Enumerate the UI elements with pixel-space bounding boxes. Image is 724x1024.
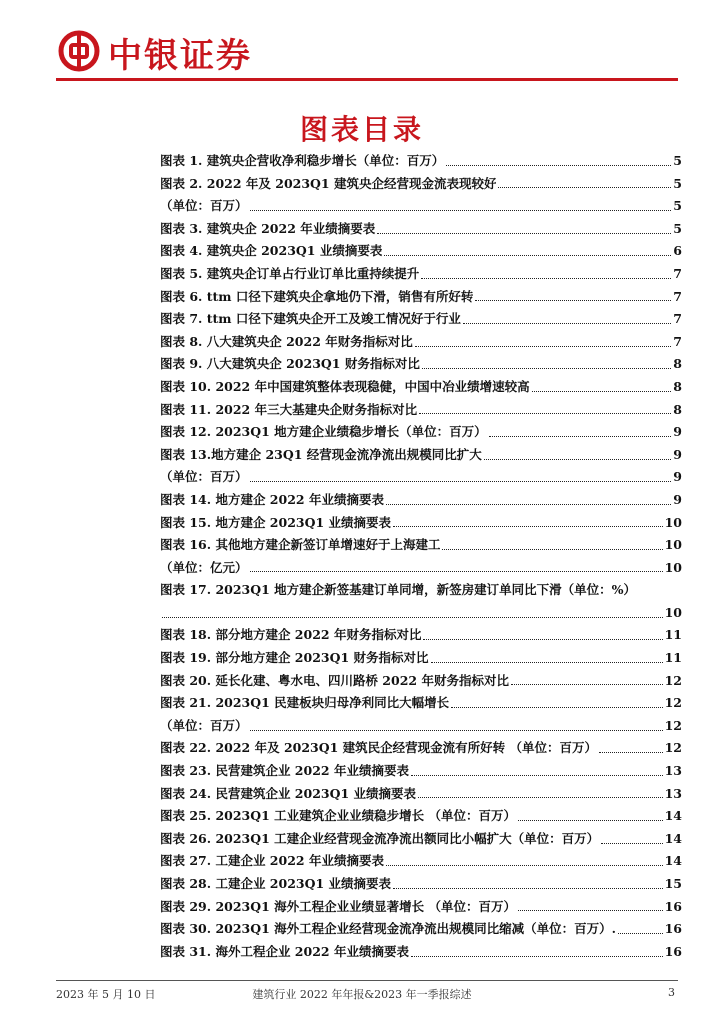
toc-entry-text: 图表 13.地方建企 23Q1 经营现金流净流出规模同比扩大	[160, 446, 482, 462]
toc-leader-dots	[423, 639, 662, 640]
toc-leader-dots	[415, 346, 672, 347]
toc-entry-text: 图表 8. 八大建筑央企 2022 年财务指标对比	[160, 333, 413, 349]
toc-entry-text: （单位：百万）	[160, 469, 248, 485]
toc-entry-text: 图表 19. 部分地方建企 2023Q1 财务指标对比	[160, 650, 429, 666]
toc-entry-text: 图表 2. 2022 年及 2023Q1 建筑央企经营现金流表现较好	[160, 175, 497, 191]
toc-entry[interactable]	[160, 783, 682, 806]
toc-leader-dots	[431, 662, 663, 663]
toc-entry-text: 图表 1. 建筑央企营收净利稳步增长（单位：百万）	[160, 153, 445, 168]
toc-entry-page: 12	[664, 672, 682, 688]
toc-entry-page: 8	[673, 356, 682, 372]
toc-entry-text: 图表 21. 2023Q1 民建板块归母净利同比大幅增长	[160, 695, 450, 711]
toc-entry-text: 图表 4. 建筑央企 2023Q1 业绩摘要表	[160, 243, 383, 259]
table-of-figures	[160, 150, 682, 963]
toc-entry-text: 图表 30. 2023Q1 海外工程企业经营现金流净流出规模同比缩减（单位：百万）.	[160, 921, 617, 937]
toc-entry-text: 图表 28. 工建企业 2023Q1 业绩摘要表	[160, 876, 392, 891]
toc-entry-page: 8	[673, 401, 682, 417]
toc-entry[interactable]	[160, 286, 682, 309]
toc-entry-text: （单位：亿元）	[160, 559, 248, 575]
toc-leader-dots	[386, 865, 663, 866]
toc-entry-text: 图表 29. 2023Q1 海外工程企业业绩显著增长 （单位：百万）	[160, 898, 517, 914]
footer-date: 2023 年 5 月 10 日	[56, 988, 156, 1001]
toc-entry[interactable]	[160, 263, 682, 286]
toc-leader-dots	[411, 956, 663, 957]
toc-entry[interactable]	[160, 353, 682, 376]
toc-entry-page: 9	[673, 424, 682, 440]
toc-leader-dots	[250, 210, 672, 211]
toc-entry-page: 15	[664, 876, 682, 891]
toc-entry-page: 10	[664, 559, 682, 575]
toc-entry[interactable]	[160, 399, 682, 422]
toc-entry[interactable]	[160, 195, 682, 218]
toc-entry[interactable]	[160, 737, 682, 760]
toc-leader-dots	[418, 797, 663, 798]
toc-entry[interactable]	[160, 444, 682, 467]
toc-leader-dots	[518, 910, 663, 911]
toc-entry-text: 图表 23. 民营建筑企业 2022 年业绩摘要表	[160, 763, 409, 779]
toc-entry-page: 9	[673, 491, 682, 507]
toc-leader-dots	[250, 730, 663, 731]
toc-entry-page: 7	[673, 288, 682, 304]
toc-entry-page: 7	[673, 265, 682, 281]
toc-entry-text: 图表 10. 2022 年中国建筑整体表现稳健，中国中冶业绩增速较高	[160, 378, 530, 394]
toc-leader-dots	[446, 165, 671, 166]
header-divider	[56, 78, 678, 81]
toc-leader-dots	[475, 300, 671, 301]
toc-leader-dots	[411, 775, 663, 776]
toc-entry[interactable]	[160, 512, 682, 535]
toc-leader-dots	[498, 187, 671, 188]
toc-entry[interactable]	[160, 850, 682, 873]
footer-page-number: 3	[668, 986, 675, 999]
toc-entry-text: 图表 6. ttm 口径下建筑央企拿地仍下滑，销售有所好转	[160, 288, 474, 304]
toc-entry-page: 16	[664, 921, 682, 937]
toc-entry-page: 16	[664, 943, 682, 959]
toc-entry-page: 12	[664, 695, 682, 711]
toc-entry-page: 13	[664, 785, 682, 801]
toc-entry-text: 图表 5. 建筑央企订单占行业订单比重持续提升	[160, 265, 420, 281]
toc-entry[interactable]	[160, 941, 682, 964]
toc-leader-dots	[442, 549, 662, 550]
toc-entry-page: 14	[664, 830, 682, 846]
toc-entry-page: 11	[664, 627, 682, 643]
toc-entry-text: 图表 26. 2023Q1 工建企业经营现金流净流出额同比小幅扩大（单位：百万）	[160, 830, 600, 846]
toc-entry-page: 12	[664, 740, 682, 756]
toc-entry[interactable]	[160, 647, 682, 670]
toc-entry[interactable]	[160, 466, 682, 489]
toc-entry-text: 图表 22. 2022 年及 2023Q1 建筑民企经营现金流有所好转 （单位：百万）	[160, 740, 598, 756]
toc-entry-page: 14	[664, 853, 682, 869]
toc-entry[interactable]	[160, 896, 682, 919]
toc-leader-dots	[451, 707, 662, 708]
toc-leader-dots	[601, 843, 662, 844]
toc-entry-text: （单位：百万）	[160, 198, 248, 214]
toc-leader-dots	[532, 391, 672, 392]
toc-leader-dots	[463, 323, 671, 324]
toc-entry[interactable]	[160, 557, 682, 580]
toc-leader-dots	[250, 481, 672, 482]
toc-entry-text: 图表 12. 2023Q1 地方建企业绩稳步增长（单位：百万）	[160, 424, 487, 440]
toc-entry[interactable]	[160, 918, 682, 941]
toc-leader-dots	[162, 617, 663, 618]
toc-entry[interactable]	[160, 805, 682, 828]
toc-entry[interactable]	[160, 828, 682, 851]
page-header	[0, 0, 724, 84]
toc-entry[interactable]	[160, 692, 682, 715]
toc-leader-dots	[384, 255, 671, 256]
toc-entry-text: 图表 3. 建筑央企 2022 年业绩摘要表	[160, 220, 376, 236]
toc-entry-text: 图表 18. 部分地方建企 2022 年财务指标对比	[160, 627, 422, 643]
toc-entry-page: 7	[673, 333, 682, 349]
footer-report-title: 建筑行业 2022 年年报&2023 年一季报综述	[252, 988, 472, 1001]
toc-entry[interactable]	[160, 670, 682, 693]
toc-entry-text: 图表 24. 民营建筑企业 2023Q1 业绩摘要表	[160, 785, 417, 801]
toc-entry-text: 图表 16. 其他地方建企新签订单增速好于上海建工	[160, 537, 441, 553]
toc-leader-dots	[393, 526, 663, 527]
toc-entry[interactable]	[160, 760, 682, 783]
toc-entry-page: 13	[664, 763, 682, 779]
toc-entry[interactable]	[160, 873, 682, 896]
toc-leader-dots	[250, 571, 663, 572]
toc-entry[interactable]	[160, 150, 682, 173]
toc-leader-dots	[393, 888, 663, 889]
toc-entry-text: 图表 25. 2023Q1 工业建筑企业业绩稳步增长 （单位：百万）	[160, 808, 517, 824]
toc-entry-page: 10	[664, 537, 682, 553]
toc-entry-page: 10	[664, 514, 682, 530]
toc-entry-page: 9	[673, 446, 682, 462]
toc-entry-text: 图表 11. 2022 年三大基建央企财务指标对比	[160, 401, 418, 417]
toc-entry-page: 9	[673, 469, 682, 485]
toc-entry[interactable]	[160, 240, 682, 263]
toc-entry[interactable]	[160, 579, 682, 602]
footer-divider	[56, 980, 678, 981]
toc-entry-text: 图表 7. ttm 口径下建筑央企开工及竣工情况好于行业	[160, 311, 461, 327]
toc-leader-dots	[422, 368, 671, 369]
toc-leader-dots	[421, 278, 671, 279]
toc-entry[interactable]	[160, 218, 682, 241]
toc-entry-text: 图表 9. 八大建筑央企 2023Q1 财务指标对比	[160, 356, 420, 372]
toc-entry[interactable]	[160, 376, 682, 399]
toc-entry-text: 图表 20. 延长化建、粤水电、四川路桥 2022 年财务指标对比	[160, 672, 509, 688]
toc-leader-dots	[599, 752, 663, 753]
toc-entry-page: 5	[673, 198, 682, 214]
toc-entry-text: 图表 31. 海外工程企业 2022 年业绩摘要表	[160, 943, 409, 959]
toc-entry-page: 11	[664, 650, 682, 666]
toc-entry-text: （单位：百万）	[160, 717, 248, 733]
toc-entry[interactable]	[160, 489, 682, 512]
toc-leader-dots	[484, 459, 672, 460]
toc-entry[interactable]	[160, 602, 682, 625]
toc-entry[interactable]	[160, 331, 682, 354]
toc-leader-dots	[618, 933, 663, 934]
toc-entry-page: 5	[673, 175, 682, 191]
toc-entry-page: 16	[664, 898, 682, 914]
toc-entry[interactable]	[160, 534, 682, 557]
toc-entry[interactable]	[160, 624, 682, 647]
toc-leader-dots	[489, 436, 672, 437]
toc-title: 图表目录	[299, 113, 424, 146]
toc-entry-page: 14	[664, 808, 682, 824]
toc-entry-page: 5	[673, 220, 682, 236]
toc-leader-dots	[377, 233, 671, 234]
brand-name: 中银证券	[108, 36, 252, 76]
toc-entry-page: 7	[673, 311, 682, 327]
toc-entry-page: 8	[673, 378, 682, 394]
toc-entry[interactable]	[160, 308, 682, 331]
toc-entry-text: 图表 27. 工建企业 2022 年业绩摘要表	[160, 853, 384, 869]
toc-entry-page: 5	[673, 153, 682, 168]
toc-entry-page: 12	[664, 717, 682, 733]
toc-entry-text: 图表 14. 地方建企 2022 年业绩摘要表	[160, 491, 384, 507]
toc-entry-text: 图表 15. 地方建企 2023Q1 业绩摘要表	[160, 514, 392, 530]
toc-leader-dots	[518, 820, 663, 821]
toc-entry-text: 图表 17. 2023Q1 地方建企新签基建订单同增，新签房建订单同比下滑（单位：%）	[160, 582, 637, 598]
toc-entry-page: 6	[673, 243, 682, 259]
toc-entry-page: 10	[664, 604, 682, 620]
toc-leader-dots	[511, 684, 663, 685]
toc-leader-dots	[419, 413, 671, 414]
toc-entry[interactable]	[160, 173, 682, 196]
toc-entry[interactable]	[160, 421, 682, 444]
bank-of-china-logo-icon	[58, 30, 100, 72]
toc-entry[interactable]	[160, 715, 682, 738]
toc-leader-dots	[386, 504, 671, 505]
